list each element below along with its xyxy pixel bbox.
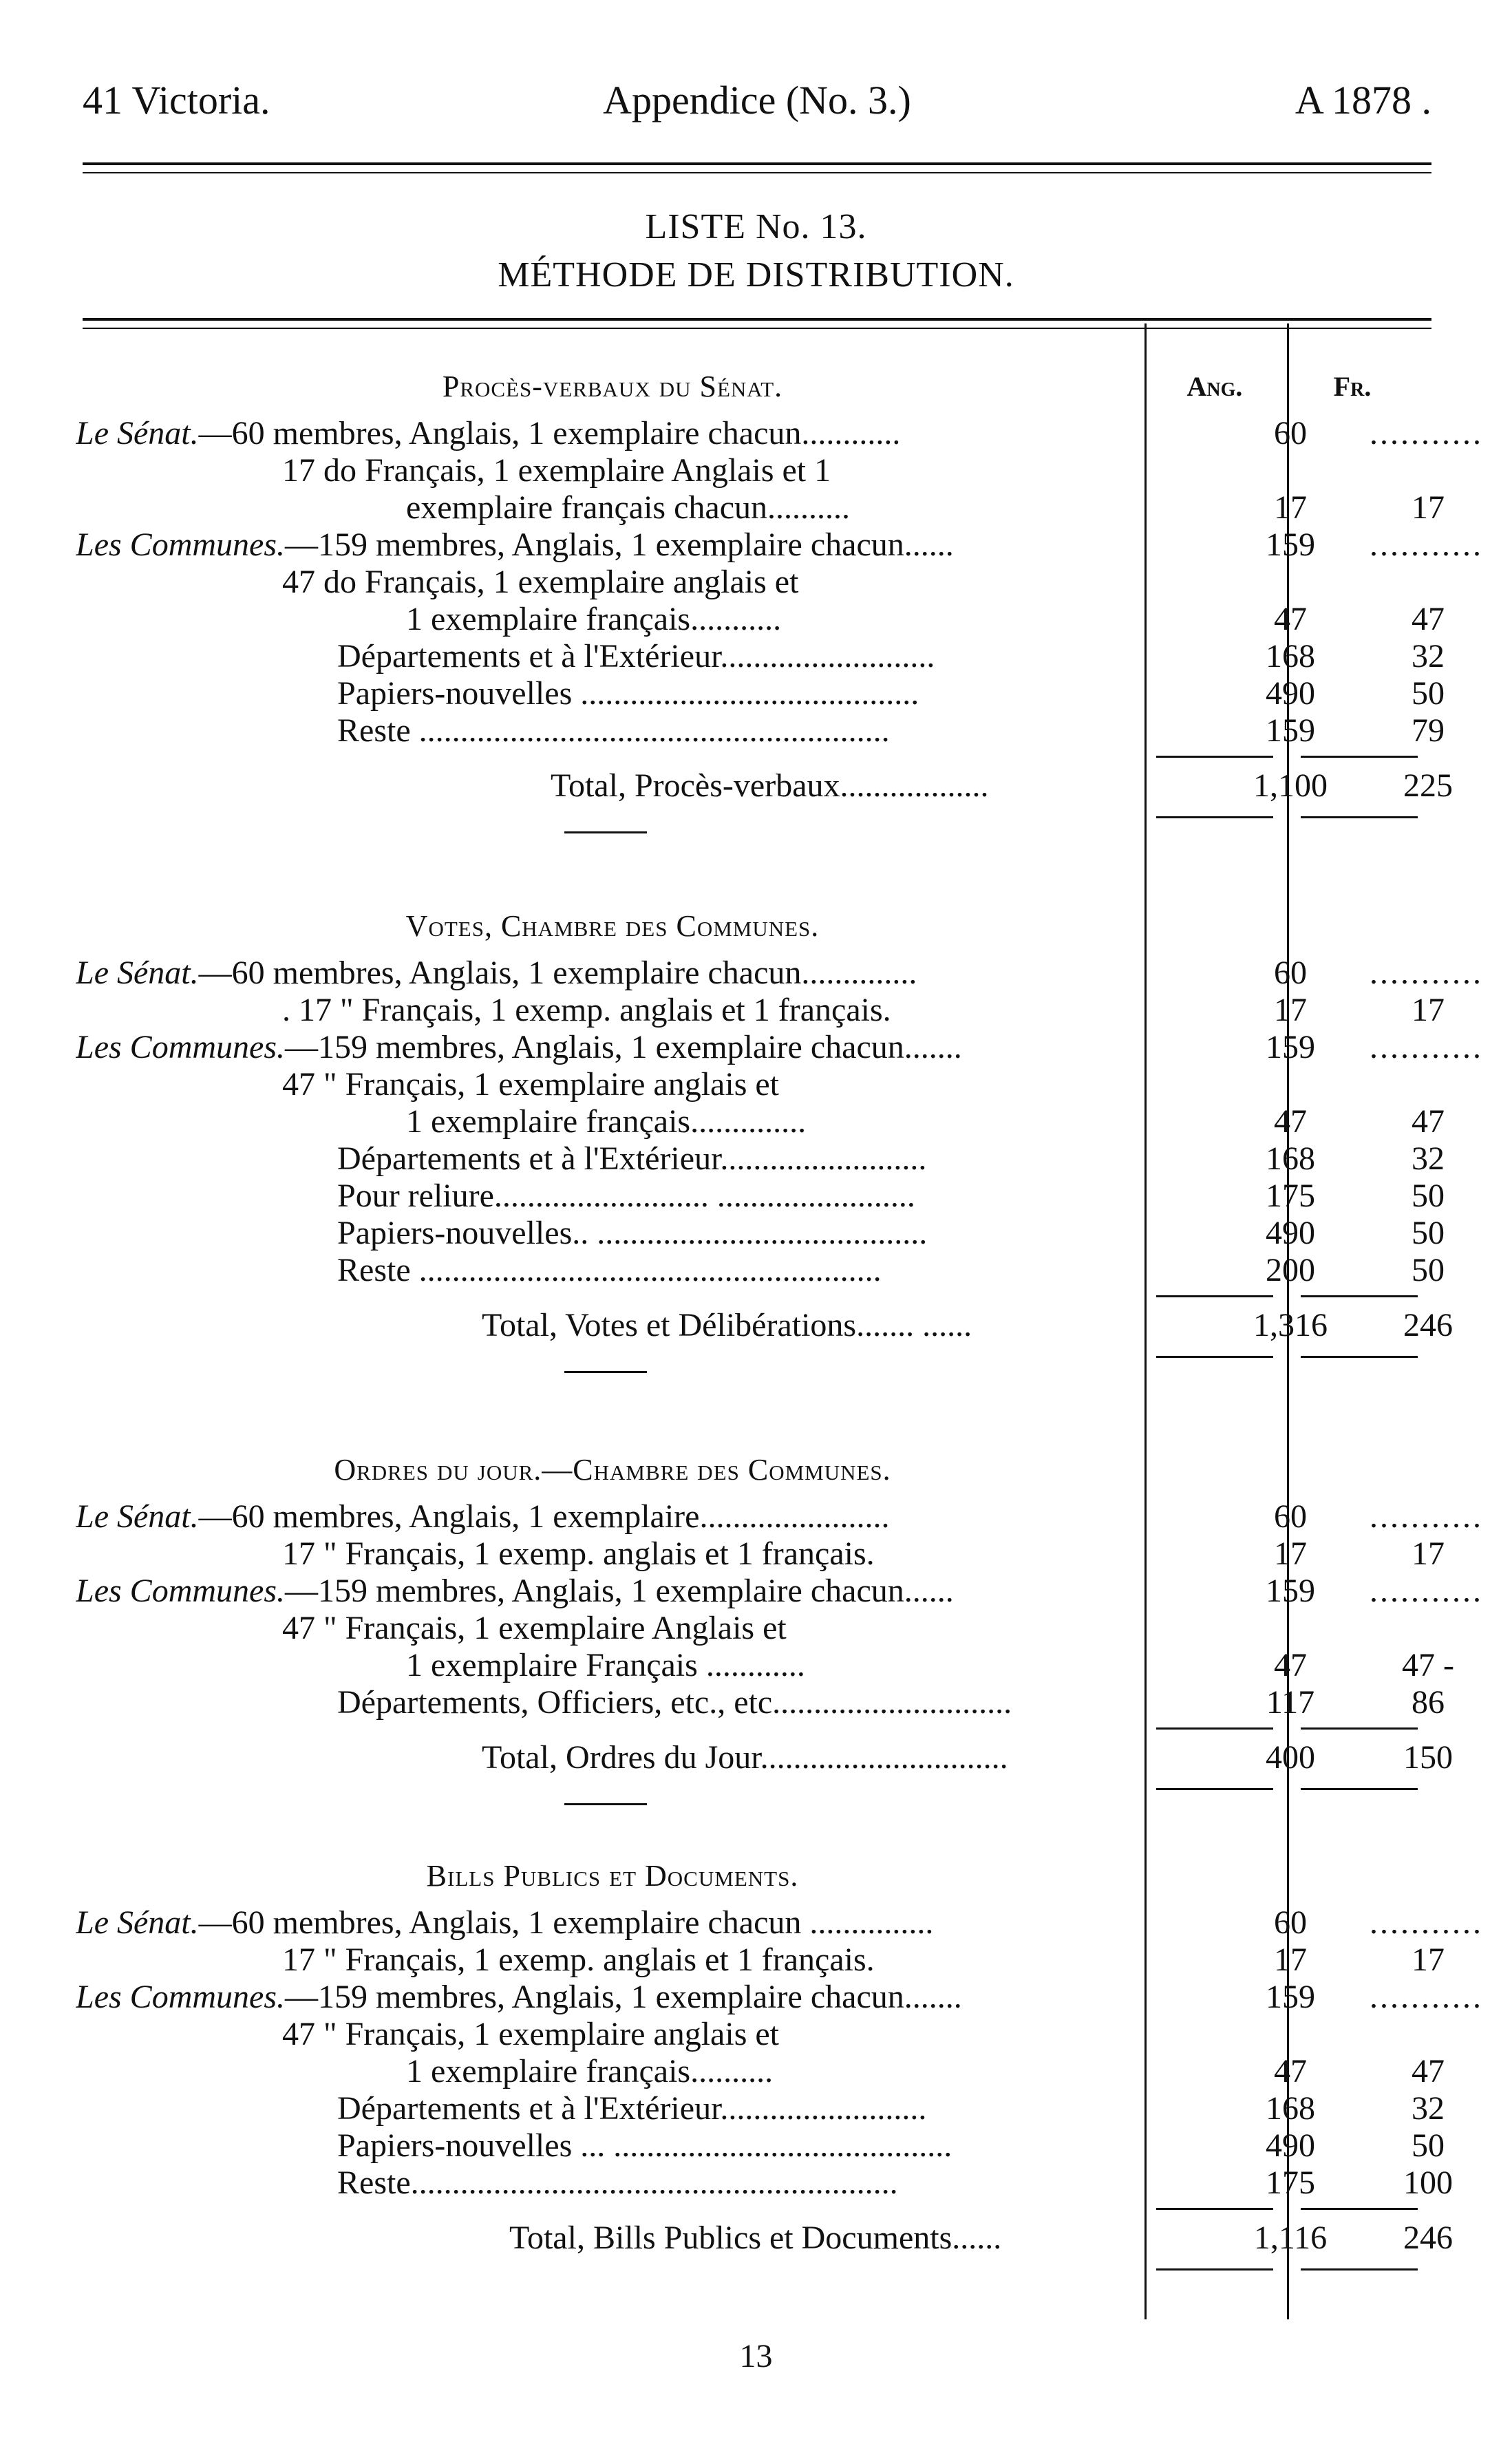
row-chamber: Les Communes. xyxy=(76,527,286,563)
section-separator xyxy=(564,1803,647,1805)
table-row xyxy=(76,1902,1483,1944)
total-ang-value: 400 xyxy=(1266,1739,1315,1776)
row-text: 1 exemplaire français........... xyxy=(406,601,782,637)
row-text: Papiers-nouvelles.. ........................................ xyxy=(337,1215,928,1251)
row-text: 47 " Français, 1 exemplaire anglais et xyxy=(282,2016,780,2052)
section-heading: Votes, Chambre des Communes. xyxy=(405,909,820,943)
section-heading: Bills Publics et Documents. xyxy=(426,1859,799,1893)
row-text: 17 " Français, 1 exemp. anglais et 1 français. xyxy=(282,1535,875,1572)
row-fr-value: 17 xyxy=(1412,1535,1445,1572)
row-fr-value: 50 xyxy=(1412,2127,1445,2164)
table-row xyxy=(76,524,1483,566)
total-rule-ang xyxy=(1156,2208,1273,2210)
table-row xyxy=(76,2088,1445,2129)
row-fr-value: ........... xyxy=(1370,1979,1483,2015)
row-ang-value: 168 xyxy=(1266,2090,1315,2127)
table-row xyxy=(76,1608,1425,1649)
table-row xyxy=(76,636,1445,677)
table-row xyxy=(76,953,1483,994)
row-text: —159 membres, Anglais, 1 exemplaire chacun....... xyxy=(285,1979,962,2015)
table-row xyxy=(76,1533,1445,1575)
row-fr-value: ........... xyxy=(1370,415,1483,451)
row-fr-value: ........... xyxy=(1370,1904,1483,1941)
total-row xyxy=(76,1737,1453,1778)
row-text: 17 do Français, 1 exemplaire Anglais et 1 xyxy=(282,452,831,489)
row-ang-value: 60 xyxy=(1274,1904,1307,1941)
row-text: Papiers-nouvelles ......................................... xyxy=(337,675,919,712)
row-description xyxy=(282,450,1352,491)
total-rule-fr xyxy=(1301,1295,1418,1297)
row-description xyxy=(282,562,1352,603)
row-chamber: Le Sénat. xyxy=(76,415,199,451)
row-ang-value: 175 xyxy=(1266,2165,1315,2201)
row-fr-value: 47 xyxy=(1412,1103,1445,1140)
table-row xyxy=(76,1682,1445,1723)
section-heading: Procès-verbaux du Sénat. xyxy=(442,370,783,403)
column-header-ang: Ang. xyxy=(1186,371,1243,402)
table-row xyxy=(76,1138,1445,1180)
total-rule-ang xyxy=(1156,1295,1273,1297)
table-row xyxy=(76,2125,1445,2167)
header-rule-top xyxy=(83,162,1431,165)
total-row xyxy=(76,2218,1453,2259)
total-underline-ang xyxy=(1156,1788,1273,1790)
row-text: —159 membres, Anglais, 1 exemplaire chacun....... xyxy=(285,1029,962,1065)
row-ang-value: 17 xyxy=(1274,1535,1307,1572)
row-fr-value: 32 xyxy=(1412,1140,1445,1177)
list-title: LISTE No. 13. xyxy=(645,207,867,246)
table-row xyxy=(76,710,1445,752)
list-subtitle: MÉTHODE DE DISTRIBUTION. xyxy=(498,255,1014,295)
row-text: 1 exemplaire Français ............ xyxy=(406,1647,805,1683)
row-text: 47 " Français, 1 exemplaire anglais et xyxy=(282,1066,780,1103)
row-description xyxy=(76,413,1146,454)
row-chamber: Les Communes. xyxy=(76,1573,286,1609)
table-row xyxy=(76,1645,1454,1686)
row-description xyxy=(76,1496,1146,1538)
row-text: —60 membres, Anglais, 1 exemplaire chacun............ xyxy=(198,415,901,451)
row-fr-value: ........... xyxy=(1370,527,1483,563)
table-row xyxy=(76,1571,1483,1612)
row-text: Reste ......................................................... xyxy=(337,712,890,749)
row-ang-value: 168 xyxy=(1266,638,1315,674)
row-description xyxy=(76,1902,1146,1944)
page-header xyxy=(83,77,1431,125)
total-row xyxy=(76,1305,1453,1346)
row-ang-value: 17 xyxy=(1274,992,1307,1028)
row-fr-value: 86 xyxy=(1412,1684,1445,1721)
row-fr-value: ........... xyxy=(1370,955,1483,991)
table-row xyxy=(76,1101,1445,1142)
row-fr-value: ........... xyxy=(1370,1498,1483,1535)
row-fr-value: 50 xyxy=(1412,675,1445,712)
total-fr-value: 246 xyxy=(1403,2220,1453,2256)
total-rule-fr xyxy=(1301,1727,1418,1730)
row-text: —60 membres, Anglais, 1 exemplaire....................... xyxy=(198,1498,890,1535)
total-row xyxy=(76,765,1453,807)
row-text: 17 " Français, 1 exemp. anglais et 1 français. xyxy=(282,1942,875,1978)
table-row xyxy=(76,990,1445,1031)
row-fr-value: 50 xyxy=(1412,1178,1445,1214)
total-label: Total, Votes et Délibérations....... ...... xyxy=(482,1307,972,1343)
row-description xyxy=(76,953,1146,994)
row-chamber: Le Sénat. xyxy=(76,1498,199,1535)
total-underline-fr xyxy=(1301,1356,1418,1358)
total-underline-ang xyxy=(1156,2268,1273,2270)
row-fr-value: ........... xyxy=(1370,1573,1483,1609)
row-text: —159 membres, Anglais, 1 exemplaire chacun...... xyxy=(285,1573,954,1609)
table-row xyxy=(76,1176,1445,1217)
row-ang-value: 159 xyxy=(1266,1573,1315,1609)
row-ang-value: 175 xyxy=(1266,1178,1315,1214)
row-ang-value: 60 xyxy=(1274,955,1307,991)
row-ang-value: 159 xyxy=(1266,527,1315,563)
row-fr-value: 17 xyxy=(1412,1942,1445,1978)
table-row xyxy=(76,450,1425,491)
total-fr-value: 150 xyxy=(1403,1739,1453,1776)
title-rule-top xyxy=(83,318,1431,321)
table-row xyxy=(76,1027,1483,1068)
page-number: 13 xyxy=(739,2338,773,2374)
row-text: —60 membres, Anglais, 1 exemplaire chacun.............. xyxy=(198,955,917,991)
table-row xyxy=(76,1213,1445,1254)
row-chamber: Le Sénat. xyxy=(76,1904,199,1941)
table-row xyxy=(76,1939,1445,1981)
row-chamber: Les Communes. xyxy=(76,1029,286,1065)
total-label: Total, Procès-verbaux.................. xyxy=(551,767,989,804)
row-fr-value: 32 xyxy=(1412,2090,1445,2127)
row-fr-value: ........... xyxy=(1370,1029,1483,1065)
row-fr-value: 47 xyxy=(1412,2053,1445,2089)
section-heading: Ordres du jour.—Chambre des Communes. xyxy=(334,1453,891,1487)
total-rule-fr xyxy=(1301,756,1418,758)
row-ang-value: 159 xyxy=(1266,1029,1315,1065)
table-row xyxy=(76,1250,1445,1291)
total-ang-value: 1,116 xyxy=(1253,2220,1328,2256)
row-ang-value: 490 xyxy=(1266,1215,1315,1251)
row-text: 47 " Français, 1 exemplaire Anglais et xyxy=(282,1610,787,1646)
section-separator xyxy=(564,831,647,833)
row-text: 1 exemplaire français.......... xyxy=(406,2053,774,2089)
row-description xyxy=(282,2014,1352,2055)
row-description xyxy=(282,1064,1352,1105)
row-ang-value: 60 xyxy=(1274,1498,1307,1535)
row-ang-value: 117 xyxy=(1266,1684,1315,1721)
row-ang-value: 200 xyxy=(1266,1252,1315,1288)
row-description xyxy=(76,1027,1146,1068)
row-fr-value: 50 xyxy=(1412,1252,1445,1288)
total-fr-value: 225 xyxy=(1403,767,1453,804)
total-label: Total, Bills Publics et Documents...... xyxy=(509,2220,1002,2256)
row-ang-value: 47 xyxy=(1274,601,1307,637)
title-rule-bottom xyxy=(83,328,1431,329)
row-text: Papiers-nouvelles ... ......................................... xyxy=(337,2127,952,2164)
row-text: 47 do Français, 1 exemplaire anglais et xyxy=(282,564,799,600)
row-fr-value: 79 xyxy=(1412,712,1445,749)
table-row xyxy=(76,413,1483,454)
table-row xyxy=(76,1977,1483,2018)
total-underline-ang xyxy=(1156,816,1273,818)
row-description xyxy=(282,1939,1352,1981)
row-text: Pour reliure.......................... ........................ xyxy=(337,1178,915,1214)
row-fr-value: 50 xyxy=(1412,1215,1445,1251)
row-ang-value: 17 xyxy=(1274,1942,1307,1978)
row-chamber: Les Communes. xyxy=(76,1979,286,2015)
total-underline-fr xyxy=(1301,816,1418,818)
total-rule-ang xyxy=(1156,1727,1273,1730)
row-ang-value: 47 xyxy=(1274,1103,1307,1140)
row-fr-value: 47 xyxy=(1412,601,1445,637)
table-row xyxy=(76,1496,1483,1538)
row-text: Reste ........................................................ xyxy=(337,1252,882,1288)
table-row xyxy=(76,1064,1425,1105)
total-ang-value: 1,316 xyxy=(1253,1307,1328,1343)
total-underline-fr xyxy=(1301,1788,1418,1790)
table-row xyxy=(76,673,1445,714)
table-row xyxy=(76,487,1445,529)
header-rule-bottom xyxy=(83,172,1431,173)
row-fr-value: 17 xyxy=(1412,992,1445,1028)
total-label: Total, Ordres du Jour.............................. xyxy=(482,1739,1008,1776)
column-header-fr: Fr. xyxy=(1333,371,1372,402)
row-text: 1 exemplaire français.............. xyxy=(406,1103,807,1140)
section-separator xyxy=(564,1371,647,1373)
row-description xyxy=(76,1977,1146,2018)
row-text: . 17 " Français, 1 exemp. anglais et 1 français. xyxy=(282,992,891,1028)
row-text: exemplaire français chacun.......... xyxy=(406,489,851,526)
row-ang-value: 47 xyxy=(1274,2053,1307,2089)
row-text: Départements, Officiers, etc., etc............................. xyxy=(337,1684,1012,1721)
row-description xyxy=(282,990,1352,1031)
header-left: 41 Victoria. xyxy=(83,78,270,123)
row-text: —159 membres, Anglais, 1 exemplaire chacun...... xyxy=(285,527,954,563)
row-text: Départements et à l'Extérieur......................... xyxy=(337,1140,927,1177)
total-underline-ang xyxy=(1156,1356,1273,1358)
row-description xyxy=(76,524,1146,566)
total-fr-value: 246 xyxy=(1403,1307,1453,1343)
row-ang-value: 490 xyxy=(1266,675,1315,712)
header-right: A 1878 . xyxy=(1295,78,1431,123)
row-ang-value: 60 xyxy=(1274,415,1307,451)
row-ang-value: 17 xyxy=(1274,489,1307,526)
row-fr-value: 17 xyxy=(1412,489,1445,526)
total-underline-fr xyxy=(1301,2268,1418,2270)
row-text: Départements et à l'Extérieur.......................... xyxy=(337,638,935,674)
table-row xyxy=(76,562,1425,603)
row-description xyxy=(282,1608,1352,1649)
table-row xyxy=(76,599,1445,640)
row-chamber: Le Sénat. xyxy=(76,955,199,991)
total-rule-ang xyxy=(1156,756,1273,758)
row-text: Reste........................................................... xyxy=(337,2165,898,2201)
row-ang-value: 159 xyxy=(1266,1979,1315,2015)
row-description xyxy=(282,1533,1352,1575)
row-fr-value: 100 xyxy=(1403,2165,1453,2201)
row-text: Départements et à l'Extérieur......................... xyxy=(337,2090,927,2127)
row-ang-value: 159 xyxy=(1266,712,1315,749)
row-ang-value: 47 xyxy=(1274,1647,1307,1683)
row-ang-value: 490 xyxy=(1266,2127,1315,2164)
row-text: —60 membres, Anglais, 1 exemplaire chacun ............... xyxy=(198,1904,934,1941)
table-row xyxy=(76,2162,1453,2204)
row-fr-value: 47 - xyxy=(1402,1647,1454,1683)
row-ang-value: 168 xyxy=(1266,1140,1315,1177)
row-description xyxy=(76,1571,1146,1612)
row-fr-value: 32 xyxy=(1412,638,1445,674)
table-row xyxy=(76,2051,1445,2092)
header-center: Appendice (No. 3.) xyxy=(603,78,911,123)
total-rule-fr xyxy=(1301,2208,1418,2210)
table-row xyxy=(76,2014,1425,2055)
total-ang-value: 1,100 xyxy=(1253,767,1328,804)
